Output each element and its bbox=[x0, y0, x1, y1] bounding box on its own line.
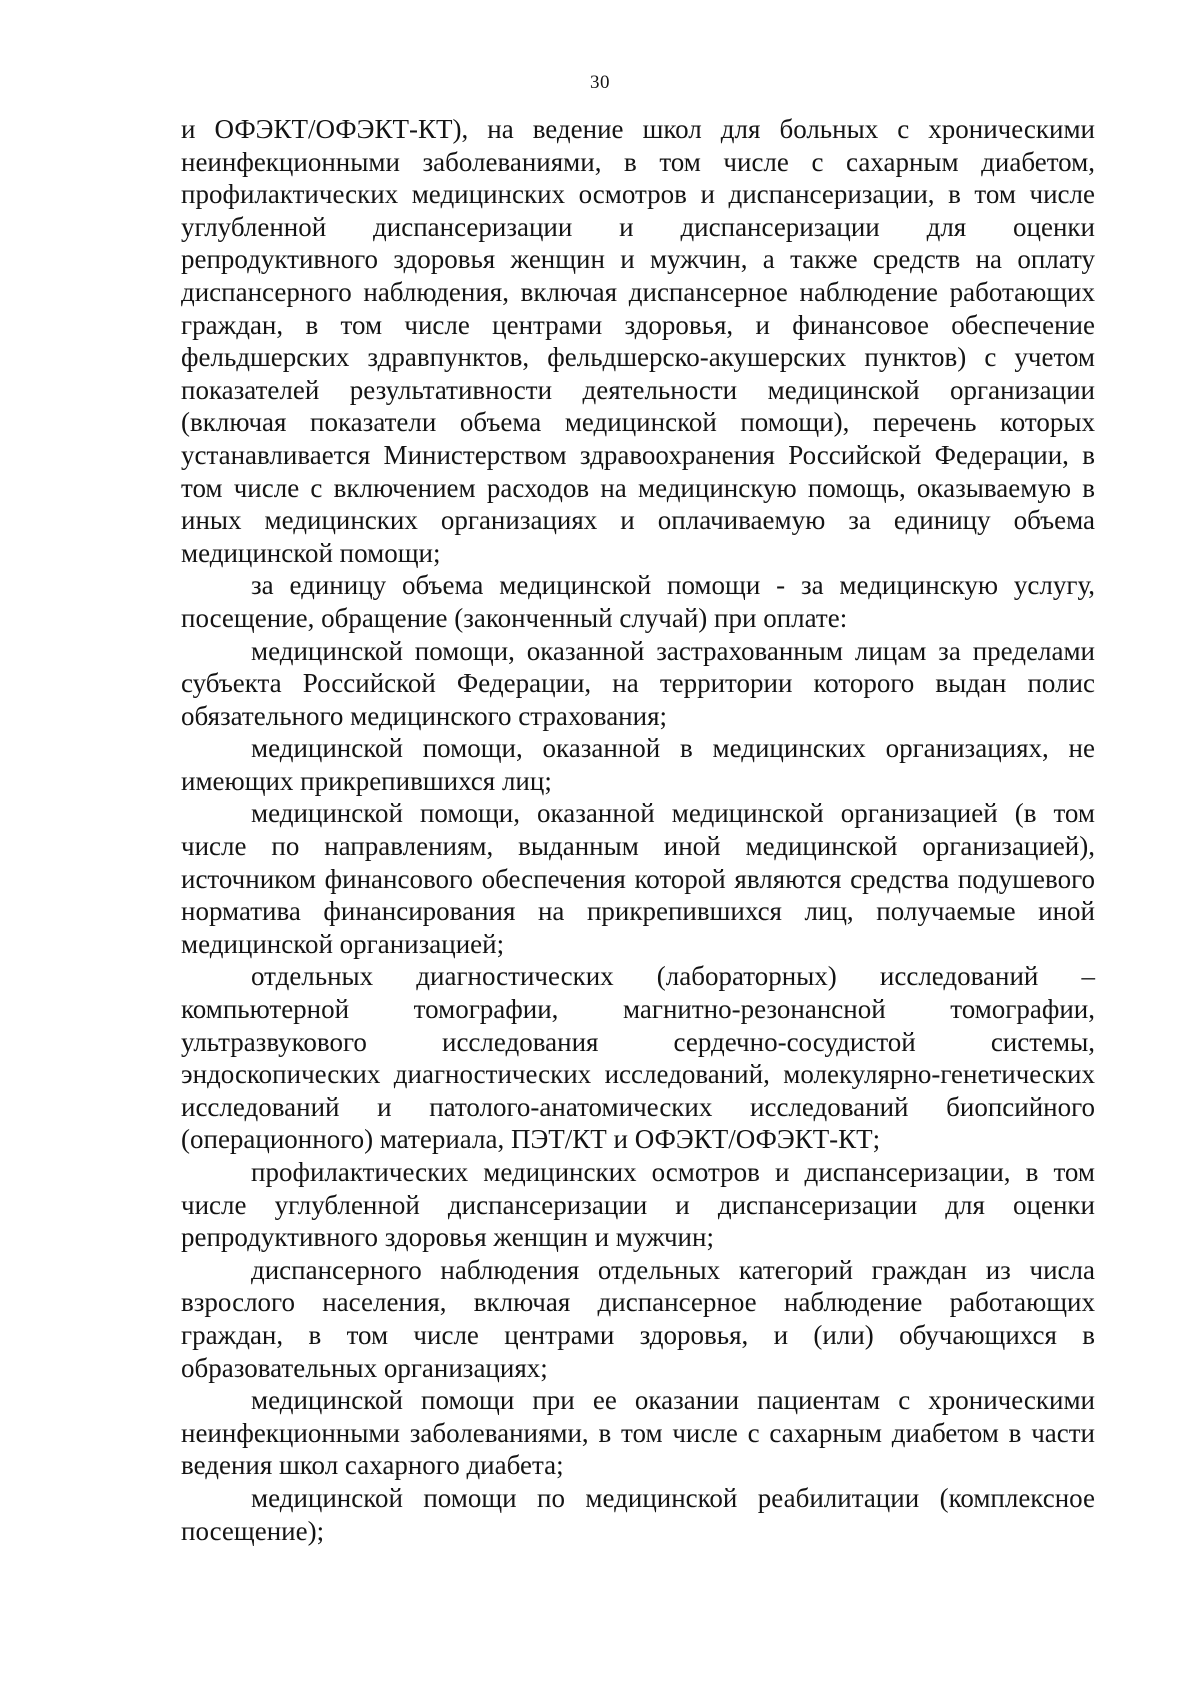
paragraph-continuation: и ОФЭКТ/ОФЭКТ-КТ), на ведение школ для больных с хроническими неинфекционными заболеваниями, в том числе с сахарным диабетом, профилактических медицинских осмотров и диспансеризации, в том числе углубленной диспансеризации и диспансеризации для оценки репродуктивного здоровья женщин и мужчин, а также средств на оплату диспансерного наблюдения, включая диспансерное наблюдение работающих граждан, в том числе центрами здоровья, и финансовое обеспечение фельдшерских здравпунктов, фельдшерско-акушерских пунктов) с учетом показателей результативности деятельности медицинской организации (включая показатели объема медицинской помощи), перечень которых устанавливается Министерством здравоохранения Российской Федерации, в том числе с включением расходов на медицинскую помощь, оказываемую в иных медицинских организациях и оплачиваемую за единицу объема медицинской помощи; bbox=[181, 114, 1095, 568]
paragraph-dispensary-observation: диспансерного наблюдения отдельных категорий граждан из числа взрослого населения, включая диспансерное наблюдение работающих граждан, в том числе центрами здоровья, и (или) обучающихся в образовательных организациях; bbox=[181, 1254, 1095, 1383]
paragraph-referral-care: медицинской помощи, оказанной медицинской организацией (в том числе по направлениям, выданным иной медицинской организацией), источником финансового обеспечения которой являются средства подушевого норматива финансирования на прикрепившихся лиц, получаемые иной медицинской организацией; bbox=[181, 798, 1095, 959]
paragraph-out-of-region-care: медицинской помощи, оказанной застрахованным лицам за пределами субъекта Российской Федерации, на территории которого выдан полис обязательного медицинского страхования; bbox=[181, 635, 1095, 731]
paragraph-unit-payment: за единицу объема медицинской помощи - за медицинскую услугу, посещение, обращение (законченный случай) при оплате: bbox=[181, 570, 1095, 633]
paragraph-no-attached-persons: медицинской помощи, оказанной в медицинских организациях, не имеющих прикрепившихся лиц; bbox=[181, 733, 1095, 796]
paragraph-preventive-exams: профилактических медицинских осмотров и диспансеризации, в том числе углубленной диспансеризации и диспансеризации для оценки репродуктивного здоровья женщин и мужчин; bbox=[181, 1157, 1095, 1253]
paragraph-chronic-disease-care: медицинской помощи при ее оказании пациентам с хроническими неинфекционными заболеваниями, в том числе с сахарным диабетом в части ведения школ сахарного диабета; bbox=[181, 1385, 1095, 1481]
document-body bbox=[181, 113, 1095, 1547]
paragraph-diagnostic-tests: отдельных диагностических (лабораторных) исследований – компьютерной томографии, магнитно-резонансной томографии, ультразвукового исследования сердечно-сосудистой системы, эндоскопических диагностических исследований, молекулярно-генетических исследований и патолого-анатомических исследований биопсийного (операционного) материала, ПЭТ/КТ и ОФЭКТ/ОФЭКТ-КТ; bbox=[181, 961, 1095, 1155]
paragraph-rehabilitation: медицинской помощи по медицинской реабилитации (комплексное посещение); bbox=[181, 1482, 1095, 1546]
page-number: 30 bbox=[590, 72, 610, 93]
